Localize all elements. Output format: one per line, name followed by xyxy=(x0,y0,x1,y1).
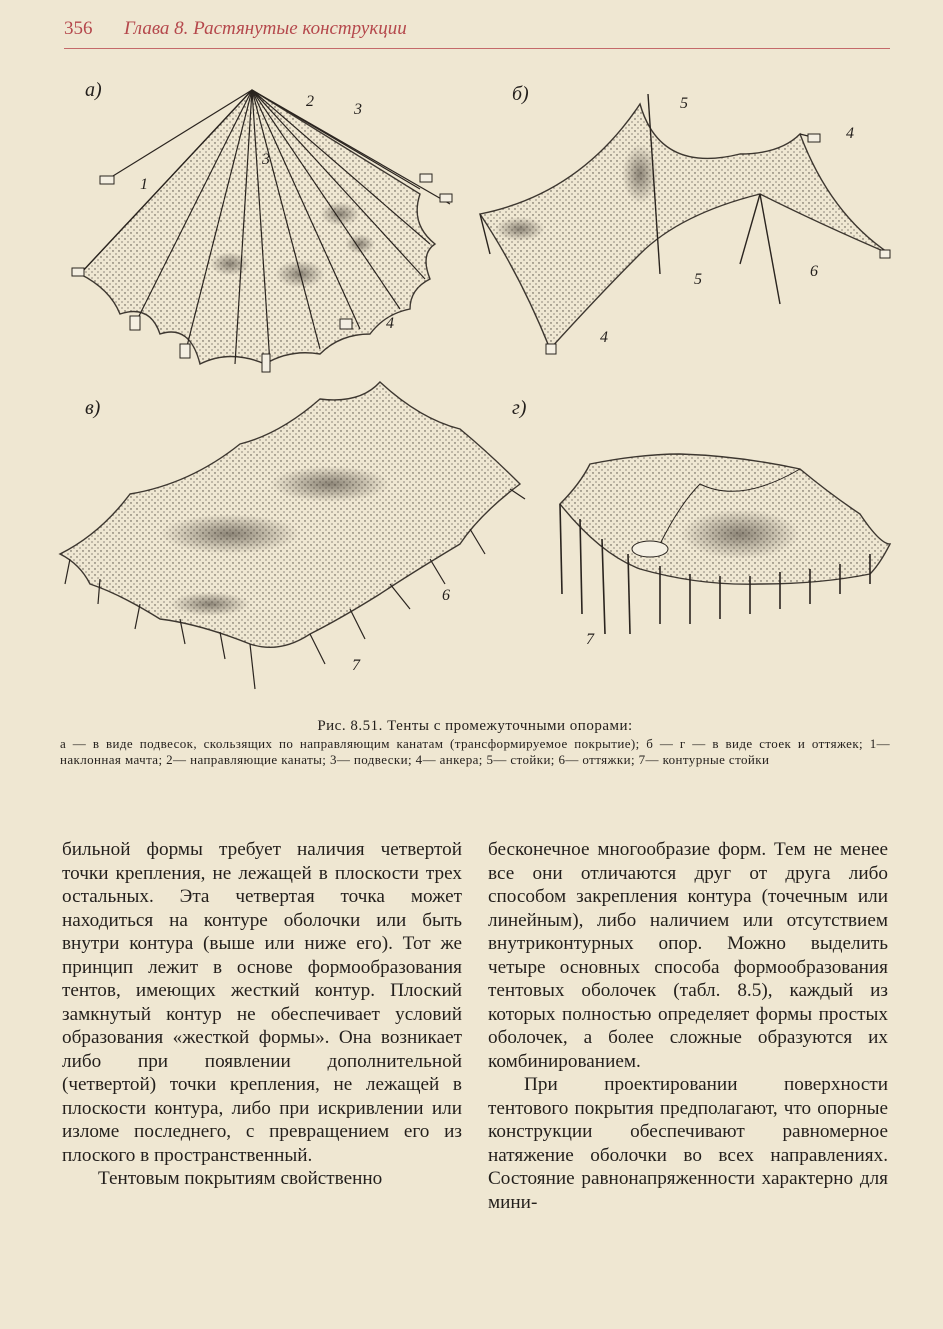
caption-title: Рис. 8.51. Тенты с промежуточными опорами: xyxy=(317,718,633,734)
callout-b-6: 6 xyxy=(810,263,818,280)
figure-tents xyxy=(40,64,910,714)
panel-g xyxy=(512,397,890,648)
callout-g-7: 7 xyxy=(586,631,594,648)
callout-a-1: 1 xyxy=(140,176,148,193)
panel-label-b: б) xyxy=(512,83,529,105)
callout-b-4b: 4 xyxy=(600,329,608,346)
panel-label-a: а) xyxy=(85,79,102,101)
panel-a xyxy=(72,79,452,372)
text-column-left xyxy=(62,838,462,1191)
panel-b xyxy=(480,83,890,354)
callout-a-2: 2 xyxy=(306,93,314,110)
panel-label-g: г) xyxy=(512,397,527,419)
callout-b-4a: 4 xyxy=(846,125,854,142)
callout-v-6: 6 xyxy=(442,587,450,604)
paragraph: бесконечное многообразие форм. Тем не менее все они отличаются друг от друга либо способом закрепления контура (точечным или линейным), либо наличием или отсутствием внутриконтурных опор. Можно выделить четыре основных способа формообразования тентовых оболочек (табл. 8.5), каждый из которых полностью определяет формы простых оболочек, а более сложные образуются их комбинированием. xyxy=(488,839,888,1072)
page-header xyxy=(64,14,890,49)
paragraph: Тентовым покрытиям свойственно xyxy=(98,1168,383,1189)
figure-caption xyxy=(60,718,890,768)
callout-v-7: 7 xyxy=(352,657,360,674)
panel-label-v: в) xyxy=(85,397,101,419)
callout-a-4: 4 xyxy=(386,315,394,332)
callout-a-3b: 3 xyxy=(354,101,362,118)
paragraph: бильной формы требует наличия четвертой точки крепления, не лежащей в плоскости трех остальных. Эта четвертая точка может находиться на контуре оболочки или быть внутри контура (выше или ниже его). Тот же принцип лежит в основе формообразования тентов, имеющих жесткий контур. Плоский замкнутый контур не обеспечивает условий образования «жесткой формы». Она возникает либо при появлении дополнительной (четвертой) точки крепления, не лежащей в плоскости контура, либо при искривлении или изломе последнего, с превращением его из плоского в пространственный. xyxy=(62,839,462,1166)
callout-a-3a: 3 xyxy=(262,151,270,168)
callout-b-5a: 5 xyxy=(680,95,688,112)
caption-text: а — в виде подвесок, скользящих по направляющим канатам (трансформируемое покрытие); б — г — в виде стоек и оттяжек; 1— наклонная мачта; 2— направляющие канаты; 3— подвески; 4— анкера; 5— стойки; 6— оттяжки; 7— контурные стойки xyxy=(60,736,890,767)
page-number: 356 xyxy=(64,18,93,39)
panel-v xyxy=(60,382,525,689)
paragraph: При проектировании поверхности тентового покрытия предполагают, что опорные конструкции обеспечивают равномерное натяжение оболочки во всех направлениях. Состояние равнонапряженности характерно для мини- xyxy=(488,1074,888,1213)
text-column-right xyxy=(488,838,888,1214)
callout-b-5b: 5 xyxy=(694,271,702,288)
running-title: Глава 8. Растянутые конструкции xyxy=(124,18,407,39)
